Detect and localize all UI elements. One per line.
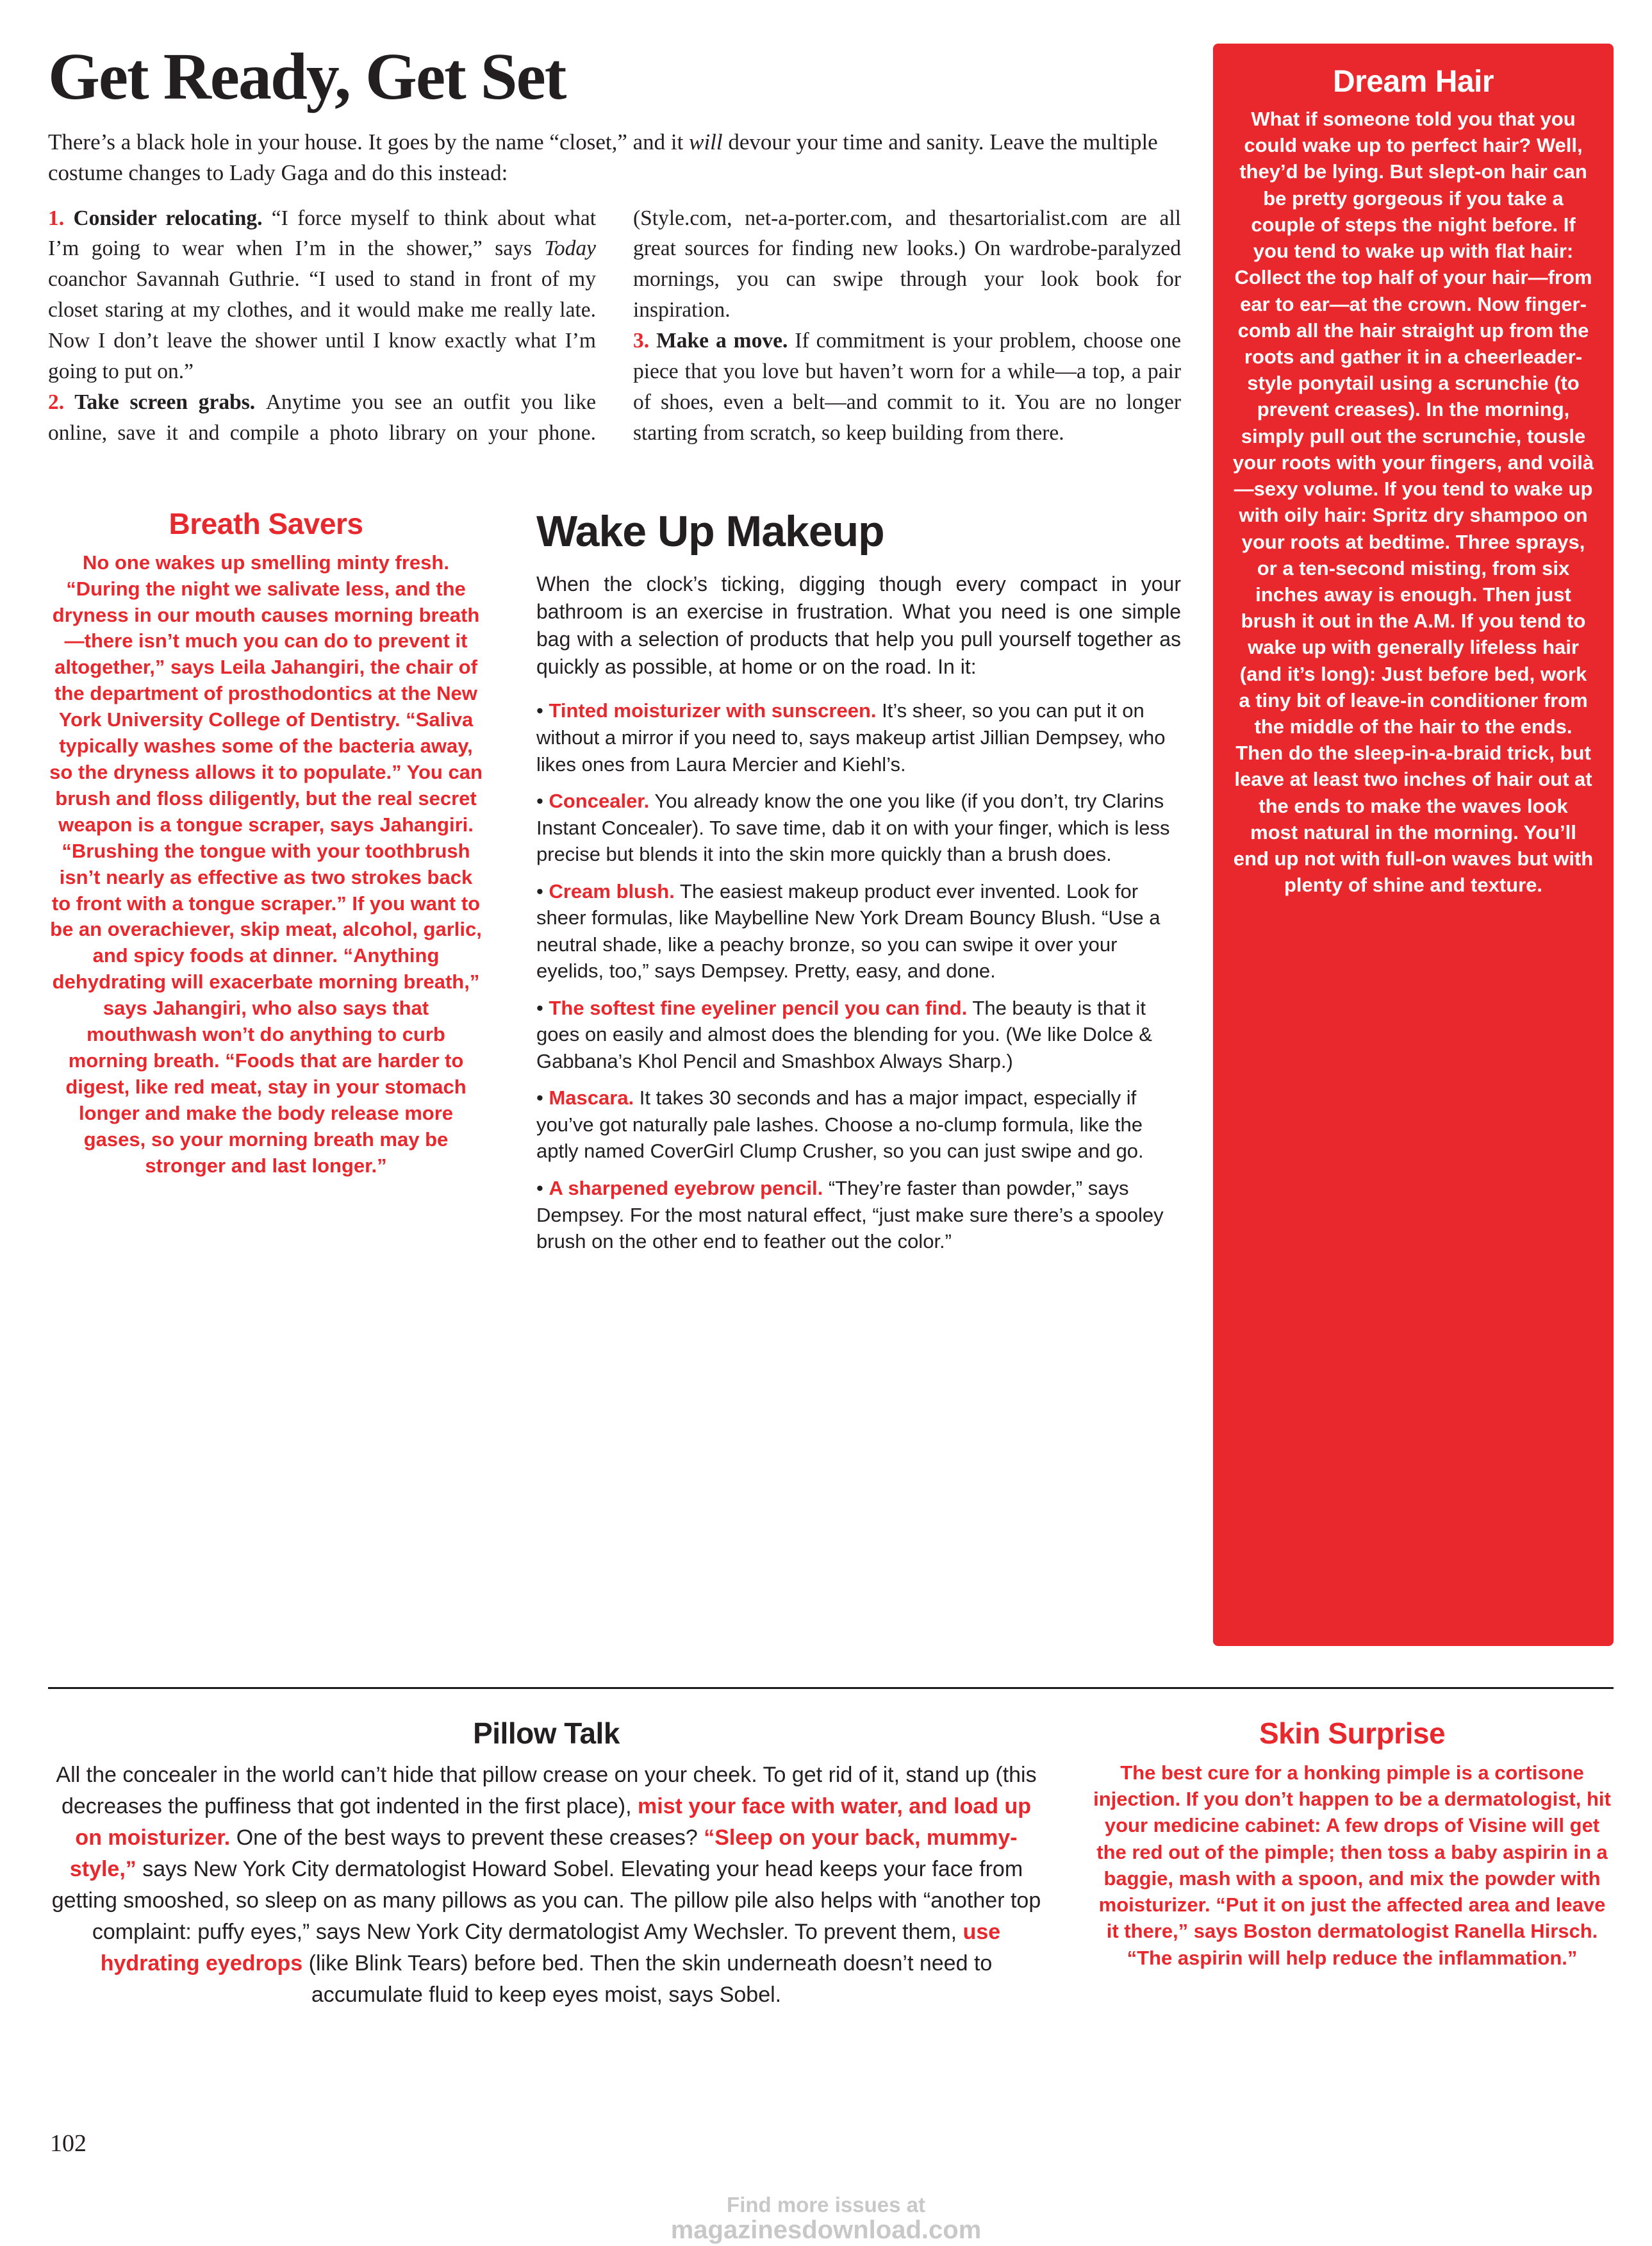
closet-tip-1: 1. Consider relocating. “I force myself to think about what I’m going to wear when I’m in the shower,” says Today coanchor Savannah Guthrie. “I used to stand in front of my closet staring at my clothes, and it would make me really late. Now I don’t leave the shower until I know exactly what I’m going to put on.” xyxy=(48,206,597,384)
main-content-row xyxy=(48,40,1614,1646)
page-header xyxy=(48,40,1181,449)
wake-up-makeup-section xyxy=(536,506,1181,1265)
dream-hair-body: What if someone told you that you could wake up to perfect hair? Well, they’d be lying. But slept-on hair can be pretty gorgeous if you take a couple of steps the night before. If you tend to wake up with flat hair: Collect the top half of your hair—from ear to ear—at the crown. Now finger-comb all the hair straight up from the roots and gather it in a cheerleader-style ponytail using a scrunchie (to prevent creases). In the morning, simply pull out the scrunchie, tousle your roots with your fingers, and voilà—sexy volume. If you tend to wake up with oily hair: Spritz dry shampoo on your roots at bedtime. Three sprays, or a ten-second misting, from six inches away is enough. Then just brush it out in the A.M. If you tend to wake up with generally lifeless hair (and it’s long): Just before bed, work a tiny bit of leave-in conditioner from the middle of the hair to the ends. Then do the sleep-in-a-braid trick, but leave at least two inches of hair out at the ends to make the waves look most natural in the morning. You’ll end up not with full-on waves but with plenty of shine and texture. xyxy=(1232,108,1594,897)
makeup-bullet-eyeliner-pencil: • The softest fine eyeliner pencil you can find. The beauty is that it goes on easily and almost does the blending for you. (We like Dolce & Gabbana’s Khol Pencil and Smashbox Always Sharp.) xyxy=(536,996,1152,1072)
dream-hair-heading: Dream Hair xyxy=(1332,65,1494,99)
middle-content-row xyxy=(48,506,1181,1265)
breath-savers-body: No one wakes up smelling minty fresh. “During the night we salivate less, and the dryness in our mouth causes morning breath—there isn’t much you can do to prevent it altogether,” says Leila Jahangiri, the chair of the department of prosthodontics at the New York University College of Dentistry. “Saliva typically washes some of the bacteria away, so the dryness allows it to populate.” You can brush and floss diligently, but the real secret weapon is a tongue scraper, says Jahangiri. “Brushing the tongue with your toothbrush isn’t nearly as effective as two strokes back to front with a tongue scraper.” If you want to be an overachiever, skip meat, alcohol, garlic, and spicy foods at dinner. “Anything dehydrating will exacerbate morning breath,” says Jahangiri, who also says that mouthwash won’t do anything to curb morning breath. “Foods that are harder to digest, like red meat, stay in your stomach longer and make the body release more gases, so your morning breath may be stronger and last longer.” xyxy=(49,551,483,1177)
makeup-bullet-tinted-moisturizer: • Tinted moisturizer with sunscreen. It’s sheer, so you can put it on without a mirror if you need to, says makeup artist Jillian Dempsey, who likes ones from Laura Mercier and Kiehl’s. xyxy=(536,699,1166,776)
breath-savers-section xyxy=(48,506,484,1179)
pillow-talk-body: All the concealer in the world can’t hide that pillow crease on your cheek. To get rid of it, stand up (this decreases the puffiness that got indented in the first place), mist your face with water, and load up on moisturizer. One of the best ways to prevent these creases? “Sleep on your back, mummy-style,” says New York City dermatologist Howard Sobel. Elevating your head keeps your face from getting smooshed, so sleep on as many pillows as you can. The pillow pile also helps with “another top complaint: puffy eyes,” says New York City dermatologist Amy Wechsler. To prevent them, use hydrating eyedrops (like Blink Tears) before bed. Then the skin underneath doesn’t need to accumulate fluid to keep eyes moist, says Sobel. xyxy=(51,1763,1041,2007)
watermark-line-1: Find more issues at xyxy=(727,2193,925,2217)
watermark xyxy=(0,2194,1652,2243)
skin-surprise-section xyxy=(1091,1716,1614,1971)
skin-surprise-heading: Skin Surprise xyxy=(1259,1717,1446,1750)
closet-tip-2: 2. Take screen grabs. Anytime you see an outfit you like online, save it and compile a photo library on your phone. (Style.com, net-a-porter.com, and thesartorialist.com are all great sources for finding new looks.) On wardrobe-paralyzed mornings, you can swipe through your look book for inspiration. xyxy=(48,206,1181,445)
makeup-bullet-eyebrow-pencil: • A sharpened eyebrow pencil. “They’re faster than powder,” says Dempsey. For the most natural effect, “just make sure there’s a spooley brush on the other end to feather out the color.” xyxy=(536,1176,1164,1253)
bottom-content-row xyxy=(48,1716,1614,2011)
wake-up-makeup-heading: Wake Up Makeup xyxy=(536,506,884,556)
page-number: 102 xyxy=(50,2130,87,2157)
closet-tip-3: 3. Make a move. If commitment is your problem, choose one piece that you love but haven’t worn for a while—a top, a pair of shoes, even a belt—and commit to it. You are no longer starting from scratch, so keep building from there. xyxy=(633,329,1181,445)
pillow-talk-section xyxy=(48,1716,1045,2011)
breath-savers-heading: Breath Savers xyxy=(169,506,363,540)
pillow-talk-heading: Pillow Talk xyxy=(473,1717,620,1750)
skin-surprise-body: The best cure for a honking pimple is a cortisone injection. If you don’t happen to be a dermatologist, hit your medicine cabinet: A few drops of Visine will get the red out of the pimple; then toss a baby aspirin in a baggie, mash with a spoon, and mix the powder with moisturizer. “Put it on just the affected area and leave it there,” says Boston dermatologist Ranella Hirsch. “The aspirin will help reduce the inflammation.” xyxy=(1093,1761,1611,1969)
page-title: Get Ready, Get Set xyxy=(48,40,566,113)
makeup-bullet-concealer: • Concealer. You already know the one you like (if you don’t, try Clarins Instant Concealer). To save time, dab it on with your finger, which is less precise but blends it into the skin more quickly than a brush does. xyxy=(536,790,1170,866)
makeup-bullet-cream-blush: • Cream blush. The easiest makeup product ever invented. Look for sheer formulas, like Maybelline New York Dream Bouncy Blush. “Use a neutral shade, like a peachy bronze, so you can swipe it over your eyelids, too,” says Dempsey. Pretty, easy, and done. xyxy=(536,879,1161,983)
left-column xyxy=(48,40,1181,1265)
closet-tips-columns xyxy=(48,203,1181,449)
dream-hair-sidebar xyxy=(1213,44,1614,1646)
section-divider xyxy=(48,1687,1614,1689)
intro-paragraph: There’s a black hole in your house. It goes by the name “closet,” and it will devour your time and sanity. Leave the multiple costume changes to Lady Gaga and do this instead: xyxy=(48,129,1158,186)
watermark-line-2: magazinesdownload.com xyxy=(670,2216,982,2244)
wake-up-makeup-intro: When the clock’s ticking, digging though every compact in your bathroom is an exercise in frustration. What you need is one simple bag with a selection of products that help you pull yourself together as quickly as possible, at home or on the road. In it: xyxy=(536,572,1181,679)
makeup-bullet-mascara: • Mascara. It takes 30 seconds and has a major impact, especially if you’ve got naturally pale lashes. Choose a no-clump formula, like the aptly named CoverGirl Clump Crusher, so you can just swipe and go. xyxy=(536,1086,1144,1163)
